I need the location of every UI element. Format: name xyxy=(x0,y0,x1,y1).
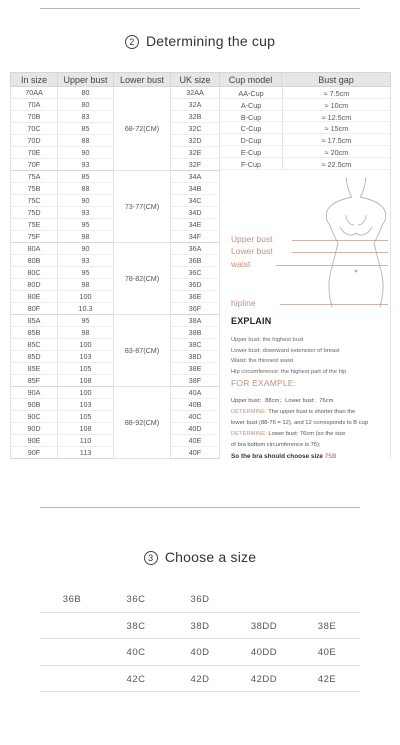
choose-size-row xyxy=(40,586,360,613)
lower-bust-cell: 73-77(CM) xyxy=(114,171,171,243)
upper-bust-cell: 105 xyxy=(58,363,114,375)
lower-bust-cell: 78-82(CM) xyxy=(114,243,171,315)
in-size-cell: 80F xyxy=(11,303,58,315)
choose-size-row xyxy=(40,639,360,666)
cup-model-cell: AA-Cup xyxy=(238,89,264,98)
section-title-text: Determining the cup xyxy=(146,33,276,49)
header-cup-model: Cup model xyxy=(220,73,282,87)
cup-model-cell: D-Cup xyxy=(240,136,262,146)
upper-bust-cell: 98 xyxy=(58,279,114,291)
in-size-cell: 70E xyxy=(11,147,58,159)
uk-size-cell: 36B xyxy=(171,255,220,267)
label-waist: waist xyxy=(231,259,251,269)
in-size-cell: 75F xyxy=(11,231,58,243)
uk-size-cell: 32D xyxy=(171,135,220,147)
section-number: 3 xyxy=(144,551,158,565)
upper-bust-cell: 100 xyxy=(58,291,114,303)
in-size-cell: 80E xyxy=(11,291,58,303)
conclusion-size: 75B xyxy=(324,453,337,459)
size-option[interactable]: 36C xyxy=(126,594,146,605)
explain-heading: EXPLAIN xyxy=(231,316,272,326)
choose-size-row xyxy=(40,666,360,693)
upper-bust-cell: 93 xyxy=(58,159,114,171)
example-line-3: lower bust (88-76 = 12), and 12 corresponds to B cup xyxy=(231,420,369,426)
size-option[interactable]: 38DD xyxy=(250,620,278,632)
upper-bust-cell: 98 xyxy=(58,327,114,339)
uk-size-cell: 38A xyxy=(171,315,220,327)
header-lower-bust: Lower bust xyxy=(114,73,171,87)
uk-size-cell: 32A xyxy=(171,99,220,111)
upper-bust-cell: 93 xyxy=(58,207,114,219)
lower-bust-cell: 68-72(CM) xyxy=(114,87,171,171)
top-divider xyxy=(40,8,360,9)
in-size-cell: 75E xyxy=(11,219,58,231)
in-size-cell: 70F xyxy=(11,159,58,171)
determine-label: DETERMINE: xyxy=(231,431,267,437)
size-table xyxy=(10,72,391,459)
side-panel-content xyxy=(220,87,391,459)
cup-model-cell: A-Cup xyxy=(240,100,262,110)
upper-bust-cell: 93 xyxy=(58,255,114,267)
body-silhouette-icon xyxy=(316,175,391,315)
uk-size-cell: 34F xyxy=(171,231,220,243)
label-lower-bust: Lower bust xyxy=(231,246,273,256)
in-size-cell: 85B xyxy=(11,327,58,339)
in-size-cell: 85C xyxy=(11,339,58,351)
size-option[interactable]: 38C xyxy=(126,620,146,632)
upper-bust-cell: 88 xyxy=(58,183,114,195)
upper-bust-cell: 113 xyxy=(58,447,114,459)
upper-bust-cell: 95 xyxy=(58,315,114,327)
bust-gap-cell: ≈ 15cm xyxy=(324,124,349,134)
in-size-cell: 85D xyxy=(11,351,58,363)
size-option[interactable]: 36B xyxy=(62,594,82,605)
uk-size-cell: 34B xyxy=(171,183,220,195)
in-size-cell: 70AA xyxy=(11,87,58,99)
bust-gap-cell: ≈ 20cm xyxy=(324,148,349,157)
uk-size-cell: 34A xyxy=(171,171,220,183)
section-title-text: Choose a size xyxy=(164,549,257,565)
header-uk-size: UK size xyxy=(171,73,220,87)
section-title-choose xyxy=(0,549,400,565)
in-size-cell: 90F xyxy=(11,447,58,459)
uk-size-cell: 40C xyxy=(171,411,220,423)
in-size-cell: 85F xyxy=(11,375,58,387)
explain-line: Lower bust: downward extension of breast xyxy=(231,347,340,354)
cup-model-cell: F-Cup xyxy=(241,159,261,169)
side-panel xyxy=(220,87,391,459)
size-option[interactable]: 42C xyxy=(126,673,146,685)
example-heading: FOR EXAMPLE: xyxy=(231,378,297,388)
size-option[interactable]: 38E xyxy=(317,620,337,632)
upper-bust-cell: 10.3 xyxy=(58,303,114,315)
upper-bust-cell: 100 xyxy=(58,387,114,399)
in-size-cell: 85E xyxy=(11,363,58,375)
upper-bust-cell: 95 xyxy=(58,219,114,231)
cup-model-cell: B-Cup xyxy=(240,112,262,122)
cup-model-cell: C-Cup xyxy=(240,124,262,134)
upper-bust-cell: 85 xyxy=(58,171,114,183)
in-size-cell: 75C xyxy=(11,195,58,207)
upper-bust-cell: 88 xyxy=(58,135,114,147)
uk-size-cell: 36E xyxy=(171,291,220,303)
in-size-cell: 90A xyxy=(11,387,58,399)
section-title-cup xyxy=(0,33,400,49)
uk-size-cell: 38C xyxy=(171,339,220,351)
upper-bust-cell: 83 xyxy=(58,111,114,123)
upper-bust-cell: 110 xyxy=(58,435,114,447)
upper-bust-cell: 90 xyxy=(58,243,114,255)
cup-row xyxy=(220,146,391,158)
cup-row xyxy=(220,111,391,123)
determine-text: Lower bust: 76cm (so the size xyxy=(266,431,346,437)
in-size-cell: 90E xyxy=(11,435,58,447)
size-option[interactable]: 40DD xyxy=(250,647,278,658)
choose-size-grid xyxy=(40,586,360,692)
uk-size-cell: 40E xyxy=(171,435,220,447)
uk-size-cell: 32B xyxy=(171,111,220,123)
uk-size-cell: 40F xyxy=(171,447,220,459)
size-option[interactable]: 40C xyxy=(126,647,146,658)
determine-label: DETERMINE: xyxy=(231,409,267,415)
uk-size-cell: 32C xyxy=(171,123,220,135)
size-option[interactable]: 42D xyxy=(190,673,210,685)
in-size-cell: 70B xyxy=(11,111,58,123)
uk-size-cell: 32AA xyxy=(171,87,220,99)
upper-bust-cell: 108 xyxy=(58,375,114,387)
in-size-cell: 75D xyxy=(11,207,58,219)
explain-line: Upper bust: the highest bust xyxy=(231,337,304,343)
upper-bust-cell: 80 xyxy=(58,87,114,99)
example-line-1: Upper bust：88cm；Lower bust：76cm xyxy=(231,398,334,404)
size-option[interactable]: 42E xyxy=(317,673,337,685)
example-conclusion xyxy=(231,451,336,459)
size-option[interactable]: 42DD xyxy=(250,673,278,685)
in-size-cell: 90B xyxy=(11,399,58,411)
uk-size-cell: 40D xyxy=(171,423,220,435)
size-table-body xyxy=(11,87,391,459)
upper-bust-cell: 108 xyxy=(58,423,114,435)
size-option[interactable]: 38D xyxy=(190,620,210,632)
middle-divider xyxy=(40,507,360,508)
lower-bust-cell: 88-92(CM) xyxy=(114,387,171,459)
in-size-cell: 70C xyxy=(11,123,58,135)
cup-row xyxy=(220,122,391,134)
upper-bust-cell: 103 xyxy=(58,399,114,411)
upper-bust-cell: 105 xyxy=(58,411,114,423)
upper-bust-cell: 85 xyxy=(58,123,114,135)
in-size-cell: 90C xyxy=(11,411,58,423)
upper-bust-cell: 103 xyxy=(58,351,114,363)
uk-size-cell: 34C xyxy=(171,195,220,207)
example-line-4 xyxy=(231,429,345,440)
in-size-cell: 70D xyxy=(11,135,58,147)
header-upper-bust: Upper bust xyxy=(58,73,114,87)
in-size-cell: 85A xyxy=(11,315,58,327)
bust-gap-cell: ≈ 12.5cm xyxy=(321,112,352,122)
section-number: 2 xyxy=(125,35,139,49)
in-size-cell: 80B xyxy=(11,255,58,267)
explain-line: Waist: the thinnest waist xyxy=(231,358,294,364)
in-size-cell: 80A xyxy=(11,243,58,255)
table-header-row xyxy=(11,73,391,87)
upper-bust-cell: 80 xyxy=(58,99,114,111)
uk-size-cell: 34D xyxy=(171,207,220,219)
size-option[interactable]: 36D xyxy=(190,594,210,605)
upper-bust-cell: 90 xyxy=(58,147,114,159)
size-option[interactable]: 40D xyxy=(190,647,210,658)
in-size-cell: 80C xyxy=(11,267,58,279)
uk-size-cell: 38E xyxy=(171,363,220,375)
bust-gap-cell: ≈ 22.5cm xyxy=(321,159,352,169)
lower-bust-cell: 83-87(CM) xyxy=(114,315,171,387)
uk-size-cell: 38F xyxy=(171,375,220,387)
uk-size-cell: 36C xyxy=(171,267,220,279)
uk-size-cell: 32F xyxy=(171,159,220,171)
label-lower-bust-leader xyxy=(292,252,388,253)
in-size-cell: 70A xyxy=(11,99,58,111)
example-line-5: of bra bottom circumference is 75); xyxy=(231,442,321,448)
uk-size-cell: 40A xyxy=(171,387,220,399)
header-bust-gap: Bust gap xyxy=(282,73,391,87)
choose-size-row xyxy=(40,613,360,640)
uk-size-cell: 32E xyxy=(171,147,220,159)
uk-size-cell: 34E xyxy=(171,219,220,231)
uk-size-cell: 40B xyxy=(171,399,220,411)
cup-row xyxy=(220,87,391,99)
label-hipline-leader xyxy=(280,304,388,305)
cup-row xyxy=(220,158,391,170)
determine-text: The upper bust is shorter than the xyxy=(266,409,356,415)
size-option[interactable]: 40E xyxy=(317,647,337,658)
upper-bust-cell: 95 xyxy=(58,267,114,279)
uk-size-cell: 36D xyxy=(171,279,220,291)
label-upper-bust-leader xyxy=(292,240,388,241)
upper-bust-cell: 100 xyxy=(58,339,114,351)
cup-row xyxy=(220,134,391,146)
upper-bust-cell: 98 xyxy=(58,231,114,243)
uk-size-cell: 38B xyxy=(171,327,220,339)
explain-line: Hip circumference: the highest part of the hip xyxy=(231,368,347,375)
bust-gap-cell: ≈ 10cm xyxy=(324,100,349,110)
uk-size-cell: 36A xyxy=(171,243,220,255)
label-waist-leader xyxy=(276,265,388,266)
in-size-cell: 75A xyxy=(11,171,58,183)
label-hipline: hipline xyxy=(231,298,256,308)
conclusion-text: So the bra should choose size xyxy=(231,453,325,459)
example-line-2 xyxy=(231,407,355,418)
in-size-cell: 90D xyxy=(11,423,58,435)
uk-size-cell: 38D xyxy=(171,351,220,363)
uk-size-cell: 36F xyxy=(171,303,220,315)
in-size-cell: 75B xyxy=(11,183,58,195)
upper-bust-cell: 90 xyxy=(58,195,114,207)
table-row xyxy=(11,87,391,99)
in-size-cell: 80D xyxy=(11,279,58,291)
cup-model-cell: E-Cup xyxy=(240,148,262,157)
cup-row xyxy=(220,99,391,111)
bust-gap-cell: ≈ 7.5cm xyxy=(323,89,350,98)
bust-gap-cell: ≈ 17.5cm xyxy=(321,136,352,146)
header-in-size: In size xyxy=(11,73,58,87)
label-upper-bust: Upper bust xyxy=(231,234,273,244)
